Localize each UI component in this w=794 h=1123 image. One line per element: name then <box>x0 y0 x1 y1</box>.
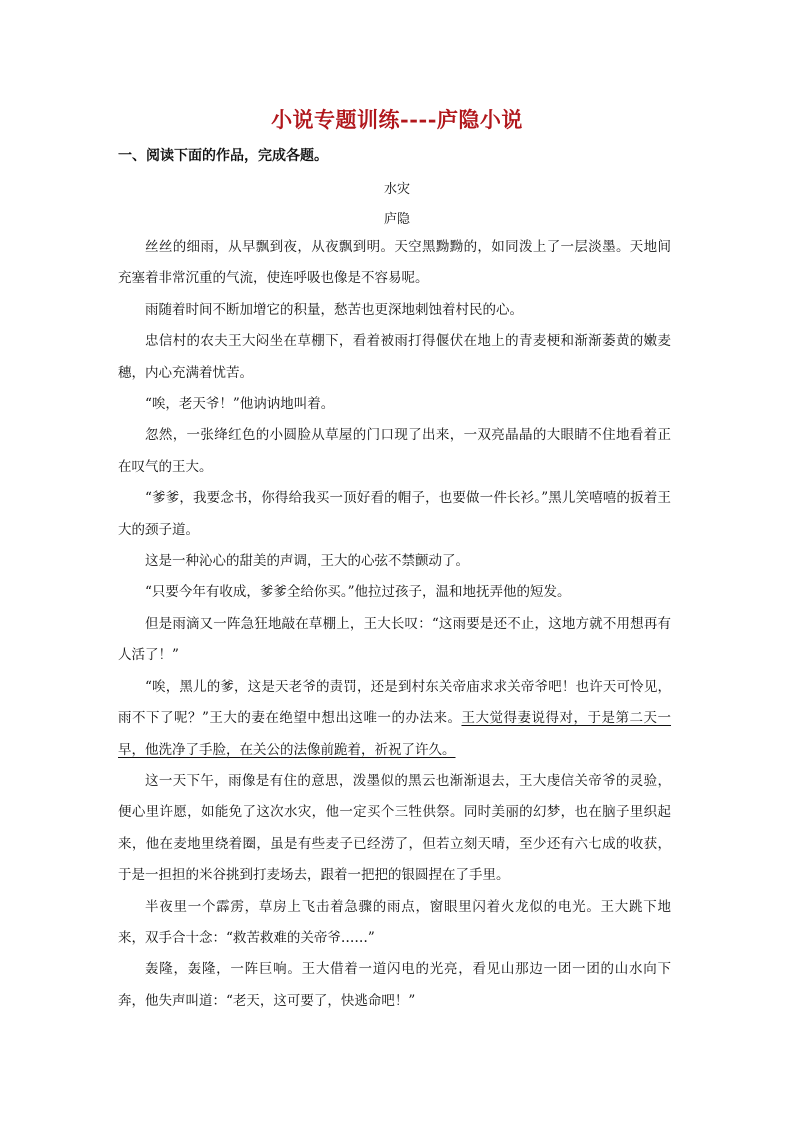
paragraph-6 <box>118 483 671 546</box>
paragraph-8 <box>118 577 671 608</box>
paragraph-text: 雨随着时间不断加增它的积量，愁苦也更深地刺蚀着村民的心。 <box>145 301 523 318</box>
story-title: 水灾 <box>383 182 410 197</box>
paragraph-7 <box>118 546 671 577</box>
paragraph-text: 但是雨滴又一阵急狂地敲在草棚上，王大长叹：“这雨要是还不止，这地方就不用想再有人活了！” <box>118 615 671 664</box>
paragraph-4 <box>118 389 671 420</box>
paragraph-text: “唉，黑儿的爹，这是天老爷的责罚，还是到村东关帝庙求求关帝爷吧！也许天可怜见，雨不下了呢？”王大的妻在绝望中想出这唯一的办法来。 <box>118 678 671 727</box>
paragraph-1 <box>118 232 671 295</box>
paragraph-text: 忠信村的农夫王大闷坐在草棚下，看着被雨打得偃伏在地上的青麦梗和渐渐萎黄的嫩麦穗，内心充满着忧苦。 <box>118 333 671 381</box>
paragraph-11 <box>118 766 671 892</box>
paragraph-text: 这一天下午，雨像是有住的意思，泼墨似的黑云也渐渐退去，王大虔信关帝爷的灵验，便心里许愿，如能免了这次水灾，他一定买个三牲供祭。同时美丽的幻梦，也在脑子里织起来，他在麦地里绕着圈，虽是有些麦子已经涝了，但若立刻天晴，至少还有六七成的收获，于是一担担的米谷挑到打麦场去，跟着一把把的银圆捏在了手里。 <box>118 772 671 884</box>
paragraph-3 <box>118 326 671 389</box>
paragraph-9 <box>118 609 671 672</box>
paragraph-text: 半夜里一个霹雳，草房上飞击着急骤的雨点，窗眼里闪着火龙似的电光。王大跳下地来，双手合十念：“救苦救难的关帝爷……” <box>118 898 671 946</box>
paragraph-text: 忽然，一张绛红色的小圆脸从草屋的门口现了出来，一双亮晶晶的大眼睛不住地看着正在叹气的王大。 <box>118 427 671 475</box>
paragraph-13 <box>118 954 671 1017</box>
paragraph-5 <box>118 420 671 483</box>
section-instruction: 一、阅读下面的作品，完成各题。 <box>118 148 328 164</box>
paragraph-12 <box>118 892 671 955</box>
paragraph-10 <box>118 672 671 766</box>
story-author: 庐隐 <box>383 212 410 227</box>
story-body <box>118 232 671 1017</box>
paragraph-text: “唉，老天爷！”他讷讷地叫着。 <box>145 396 335 413</box>
paragraph-text: 轰隆，轰隆，一阵巨响。王大借着一道闪电的光亮，看见山那边一团一团的山水向下奔，他失声叫道：“老天，这可要了，快逃命吧！” <box>118 961 671 1009</box>
paragraph-text: “爹爹，我要念书，你得给我买一顶好看的帽子，也要做一件长衫。”黑儿笑嘻嘻的扳着王大的颈子道。 <box>118 490 671 538</box>
paragraph-text: 丝丝的细雨，从早飘到夜，从夜飘到明。天空黑黝黝的，如同泼上了一层淡墨。天地间充塞着非常沉重的气流，使连呼吸也像是不容易呢。 <box>118 239 671 287</box>
document-title: 小说专题训练----庐隐小说 <box>271 107 523 132</box>
paragraph-text: 这是一种沁心的甜美的声调，王大的心弦不禁颤动了。 <box>145 553 469 570</box>
paragraph-2 <box>118 295 671 326</box>
underlined-sentence: 王大觉得妻说得对，于是第二天一早，他洗净了手脸，在关公的法像前跪着，祈祝了许久。 <box>118 710 672 758</box>
paragraph-text: “只要今年有收成，爹爹全给你买。”他拉过孩子，温和地抚弄他的短发。 <box>145 584 571 601</box>
